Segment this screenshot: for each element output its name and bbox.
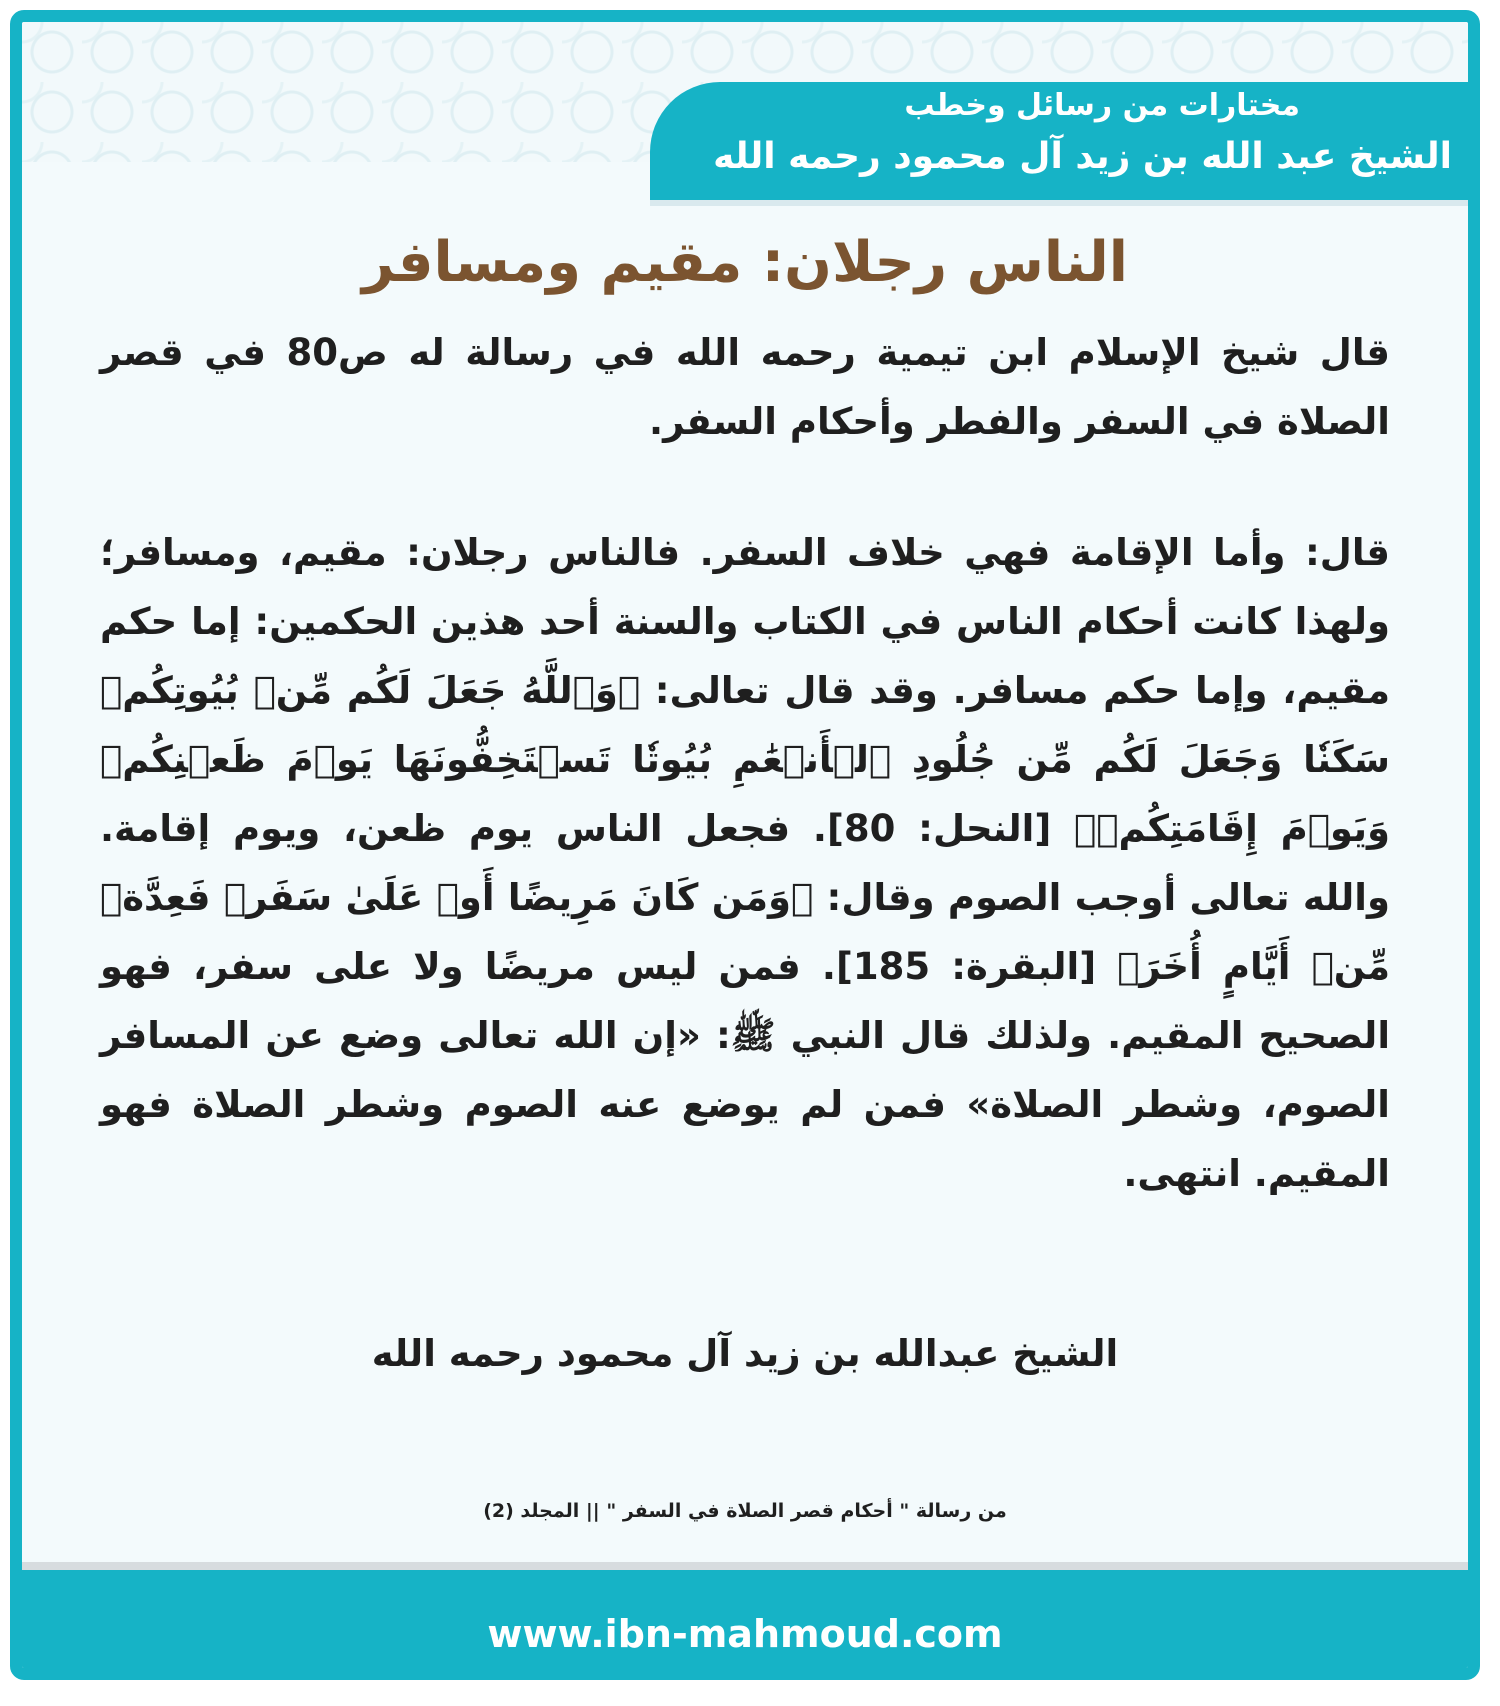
divider — [22, 1562, 1468, 1570]
page-title: الناس رجلان: مقيم ومسافر — [362, 230, 1128, 295]
website-link[interactable]: www.ibn-mahmoud.com — [487, 1612, 1003, 1656]
footer-bar — [22, 1570, 1468, 1668]
series-title: مختارات من رسائل وخطب — [904, 88, 1300, 123]
document-card — [10, 10, 1480, 1680]
header-banner — [650, 82, 1470, 200]
signature: الشيخ عبدالله بن زيد آل محمود رحمه الله — [371, 1332, 1119, 1375]
source-note: من رسالة " أحكام قصر الصلاة في السفر " || المجلد (2) — [483, 1500, 1007, 1522]
body-paragraph: قال: وأما الإقامة فهي خلاف السفر. فالناس رجلان: مقيم، ومسافر؛ ولهذا كانت أحكام الناس في الكتاب والسنة أحد هذين الحكمين: إما حكم مقيم، وإما حكم مسافر. وقد قال تعالى: ﴿وَٱللَّهُ جَعَلَ لَكُم مِّنۢ بُيُوتِكُمۡ سَكَنٗا وَجَعَلَ لَكُم مِّن جُلُودِ ٱلۡأَنۡعَٰمِ بُيُوتٗا تَسۡتَخِفُّونَهَا يَوۡمَ ظَعۡنِكُمۡ وَيَوۡمَ إِقَامَتِكُمۡ﴾ [النحل: 80]. فجعل الناس يوم ظعن، ويوم إقامة. والله تعالى أوجب الصوم وقال: ﴿وَمَن كَانَ مَرِيضًا أَوۡ عَلَىٰ سَفَرٖ فَعِدَّةٞ مِّنۡ أَيَّامٍ أُخَرَ﴾ [البقرة: 185]. فمن ليس مريضًا ولا على سفر، فهو الصحيح المقيم. ولذلك قال النبي ﷺ: «إن الله تعالى وضع عن المسافر الصوم، وشطر الصلاة» فمن لم يوضع عنه الصوم وشطر الصلاة فهو المقيم. انتهى. — [100, 531, 1391, 1195]
intro-paragraph: قال شيخ الإسلام ابن تيمية رحمه الله في رسالة له ص80 في قصر الصلاة في السفر والفطر وأحكام السفر. — [100, 331, 1390, 443]
author-line: الشيخ عبد الله بن زيد آل محمود رحمه الله — [713, 136, 1452, 177]
